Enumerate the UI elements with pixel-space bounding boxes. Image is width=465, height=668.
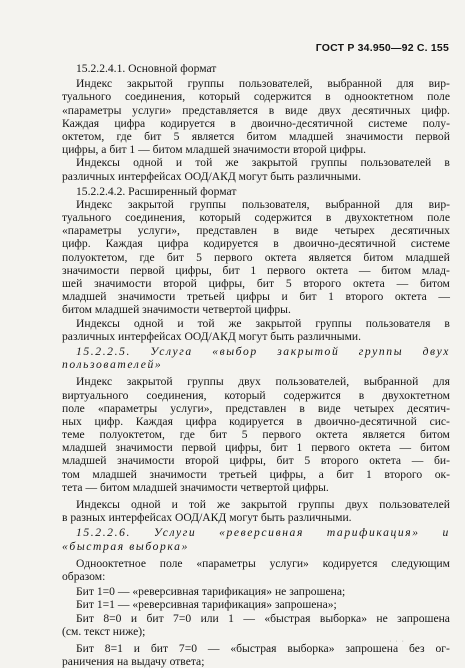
text-line: младшей значимости третьей цифры и бит 1 второго октета —: [62, 290, 450, 304]
text-line: туального соединения, который содержится в двухоктетном поле: [62, 211, 450, 225]
text-line: теме полуоктетом, где бит 5 первого октета является битом: [62, 428, 450, 442]
text-line: виртуального соединения, который содержится в двухоктетном: [62, 388, 450, 402]
text-line: полуоктетом, где бит 5 первого октета является битом младшей: [62, 250, 450, 264]
text-line: значимости первой цифры, бит 1 первого октета — битом млад-: [62, 263, 450, 277]
text-line: 15.2.2.6. Услуги «реверсивная тарификация» и: [76, 526, 450, 540]
text-line: туального соединения, который содержится в однооктетном поле: [62, 90, 450, 104]
text-line: Индекс закрытой группы пользователей, выбранной для вир-: [76, 77, 450, 91]
text-line: (см. текст ниже);: [62, 624, 146, 638]
document-body: [62, 62, 450, 668]
text-line: Бит 1=1 — «реверсивная тарификация» запрошена»;: [76, 598, 337, 612]
text-line: Индекс закрытой группы двух пользователей, выбранной для: [76, 375, 450, 389]
text-line: октетом, где бит 5 является битом младшей значимости первой: [62, 129, 450, 143]
text-line: младшей значимости второй цифры, бит 5 второго октета — би-: [62, 454, 450, 468]
page-header: ГОСТ Р 34.950—92 С. 155: [315, 42, 449, 54]
text-line: ных цифр. Каждая цифра кодируется в двоично-десятичной сис-: [62, 414, 450, 428]
text-line: том младшей значимости третьей цифры, а бит 1 второго ок-: [62, 467, 450, 481]
text-line: в разных интерфейсах ООД/АКД могут быть различными.: [62, 511, 352, 525]
text-line: Однооктетное поле «параметры услуги» кодируется следующим: [76, 556, 450, 570]
text-line: шей значимости второй цифры, бит 5 второго октета — битом: [62, 277, 450, 290]
text-line: раничения на выдачу ответа;: [62, 655, 205, 668]
text-line: образом:: [62, 569, 106, 583]
text-line: 15.2.2.4.2. Расширенный формат: [76, 184, 237, 198]
text-line: битом младшей значимости четвертой цифры.: [62, 303, 291, 317]
scan-mark: · · ·: [389, 638, 405, 645]
text-line: Индексы одной и той же закрытой группы пользователя в: [76, 316, 450, 330]
text-line: Бит 8=1 и бит 7=0 — «быстрая выборка» запрошена без ог-: [76, 641, 450, 655]
text-line: поле «параметры услуги», представлен в виде четырех десятич-: [62, 401, 450, 415]
text-line: «параметры услуги», представлен в виде четырех десятичных: [62, 224, 450, 238]
text-line: различных интерфейсах ООД/АКД могут быть различными.: [62, 329, 362, 343]
text-line: Бит 1=0 — «реверсивная тарификация» не запрошена;: [76, 585, 346, 599]
text-line: «параметры услуги» представляется в виде двух десятичных цифр.: [62, 103, 450, 117]
text-line: различных интерфейсах ООД/АКД могут быть различными.: [62, 169, 362, 183]
text-line: младшей значимости первой цифры, бит 1 первого октета — битом: [62, 441, 450, 455]
text-line: тета — битом младшей значимости четвертой цифры.: [62, 480, 329, 494]
text-line: Индекс закрытой группы пользователя, выбранной для вир-: [76, 197, 450, 211]
text-line: 15.2.2.4.1. Основной формат: [76, 62, 217, 75]
text-line: цифры, а бит 1 — битом младшей значимости второй цифры.: [62, 143, 367, 157]
text-line: пользователей»: [62, 358, 163, 372]
text-line: Каждая цифра кодируется в двоично-десятичной системе полу-: [62, 116, 450, 130]
text-line: Бит 8=0 и бит 7=0 или 1 — «быстрая выборка» не запрошена: [76, 611, 450, 625]
text-line: 15.2.2.5. Услуга «выбор закрытой группы двух: [76, 344, 450, 358]
text-line: «быстрая выборка»: [62, 539, 189, 553]
text-line: цифр. Каждая цифра кодируется в двоично-десятичной системе: [62, 237, 450, 251]
text-line: Индексы одной и той же закрытой группы пользователей в: [76, 156, 450, 170]
text-line: Индексы одной и той же закрытой группы двух пользователей: [76, 498, 450, 511]
